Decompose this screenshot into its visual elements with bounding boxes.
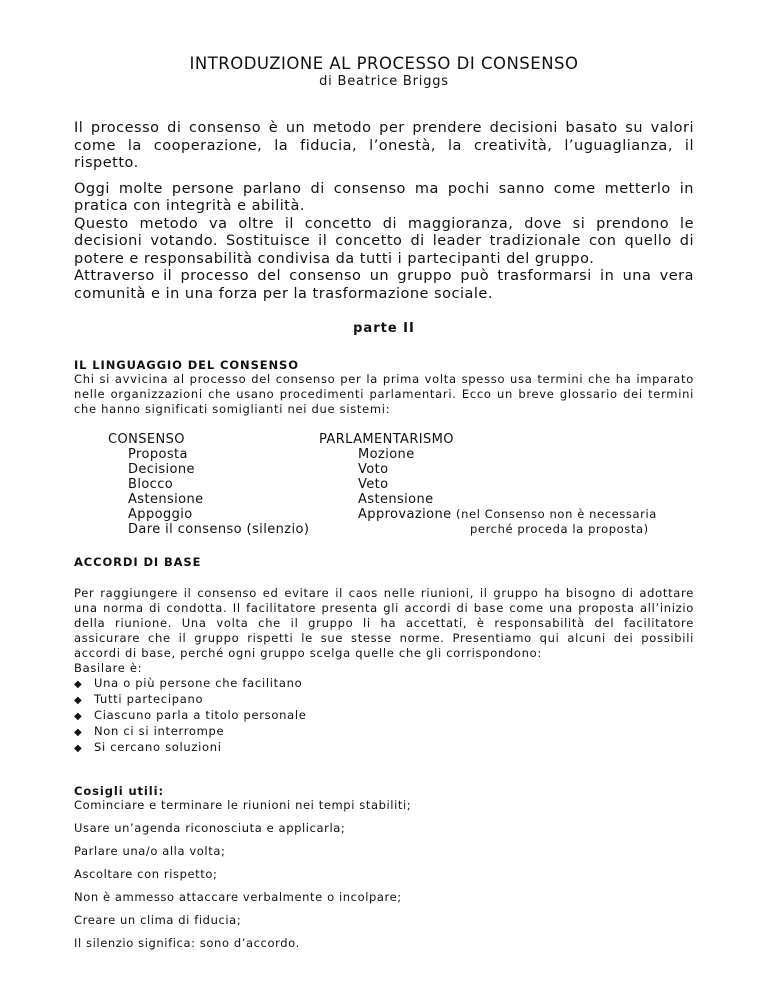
- diamond-bullet-icon: ◆: [74, 711, 83, 722]
- glossary-right-term: Veto: [358, 477, 389, 492]
- intro-paragraph-2: Oggi molte persone parlano di consenso ma pochi sanno come metterlo in pratica con integrità e abilità.: [74, 180, 694, 214]
- intro-paragraph-1: Il processo di consenso è un metodo per prendere decisioni basato su valori come la cooperazione, la fiducia, l’onestà, la creatività, l’uguaglianza, il rispetto.: [74, 120, 694, 171]
- diamond-bullet-icon: ◆: [74, 743, 83, 754]
- document-author: di Beatrice Briggs: [319, 74, 449, 89]
- glossary-parlamentarismo-column: [319, 432, 657, 522]
- glossary-left-term: Appoggio: [128, 507, 193, 522]
- intro-paragraph-3: Questo metodo va oltre il concetto di maggioranza, dove si prendono le decisioni votando. Sostituisce il concetto di leader tradizionale con quello di potere e responsabilità condivisa da tutti i partecipanti del gruppo.: [74, 215, 694, 267]
- list-item: Usare un’agenda riconosciuta e applicarla;: [74, 821, 346, 835]
- glossary-right-term: Astensione: [358, 492, 434, 507]
- list-item: ◆ Una o più persone che facilitano: [74, 676, 303, 690]
- glossary-left-term: Astensione: [128, 492, 204, 507]
- glossary-left-term: Proposta: [128, 447, 188, 462]
- diamond-bullet-icon: ◆: [74, 695, 83, 706]
- glossary-note-line-1: (nel Consenso non è necessaria: [456, 507, 657, 521]
- list-item: Creare un clima di fiducia;: [74, 913, 242, 927]
- glossary-right-header: PARLAMENTARISMO: [319, 432, 454, 447]
- list-item: Il silenzio significa: sono d’accordo.: [74, 936, 300, 950]
- list-item: Ascoltare con rispetto;: [74, 867, 218, 881]
- glossary-note-line-2: perché proceda la proposta): [470, 522, 649, 536]
- accordi-heading: ACCORDI DI BASE: [74, 555, 202, 569]
- list-item: ◆ Non ci si interrompe: [74, 724, 225, 738]
- glossary-table: [74, 432, 694, 547]
- accordi-section: [74, 555, 694, 756]
- glossary-right-term-with-note: [319, 507, 657, 522]
- diamond-bullet-icon: ◆: [74, 727, 83, 738]
- list-item: Cominciare e terminare le riunioni nei tempi stabiliti;: [74, 798, 412, 812]
- list-item: ◆ Tutti partecipano: [74, 692, 204, 706]
- part-label: parte II: [353, 321, 415, 336]
- intro-section: [74, 120, 694, 303]
- diamond-bullet-icon: ◆: [74, 679, 83, 690]
- glossary-right-term: Approvazione: [358, 507, 452, 522]
- linguaggio-text: Chi si avvicina al processo del consenso per la prima volta spesso usa termini che ha imparato nelle organizzazioni che usano procedimenti parlamentari. Ecco un breve glossario dei termini che hanno significati somiglianti nei due sistemi:: [74, 372, 694, 416]
- glossary-right-term: Voto: [358, 462, 389, 477]
- linguaggio-heading: IL LINGUAGGIO DEL CONSENSO: [74, 358, 299, 372]
- intro-paragraph-4: Attraverso il processo del consenso un gruppo può trasformarsi in una vera comunità e in una forza per la trasformazione sociale.: [74, 268, 694, 302]
- document-page: [74, 54, 694, 959]
- glossary-right-term: Mozione: [358, 447, 415, 462]
- glossary-left-term: Blocco: [128, 477, 174, 492]
- accordi-list: [74, 676, 694, 756]
- document-title: INTRODUZIONE AL PROCESSO DI CONSENSO: [189, 54, 579, 73]
- list-item: ◆ Si cercano soluzioni: [74, 740, 222, 754]
- accordi-text: Per raggiungere il consenso ed evitare il caos nelle riunioni, il gruppo ha bisogno di adottare una norma di condotta. Il facilitatore presenta gli accordi di base come una proposta all’inizio della riunione. Una volta che il gruppo li ha accettati, è responsabilità del facilitatore assicurare che il gruppo rispetti le sue stesse norme. Presentiamo qui alcuni dei possibili accordi di base, perché ogni gruppo scelga quelle che gli corrispondono:: [74, 586, 694, 660]
- list-item: Non è ammesso attaccare verbalmente o incolpare;: [74, 890, 402, 904]
- list-item: ◆ Ciascuno parla a titolo personale: [74, 708, 307, 722]
- glossary-consenso-column: [108, 432, 309, 537]
- accordi-intro-label: Basilare è:: [74, 661, 143, 675]
- glossary-left-term: Decisione: [128, 462, 195, 477]
- consigli-section: [74, 784, 694, 951]
- consigli-heading: Cosigli utili:: [74, 784, 164, 798]
- glossary-left-term: Dare il consenso (silenzio): [128, 522, 310, 537]
- list-item: Parlare una/o alla volta;: [74, 844, 226, 858]
- linguaggio-section: [74, 358, 694, 417]
- glossary-left-header: CONSENSO: [108, 432, 185, 447]
- consigli-list: [74, 798, 694, 951]
